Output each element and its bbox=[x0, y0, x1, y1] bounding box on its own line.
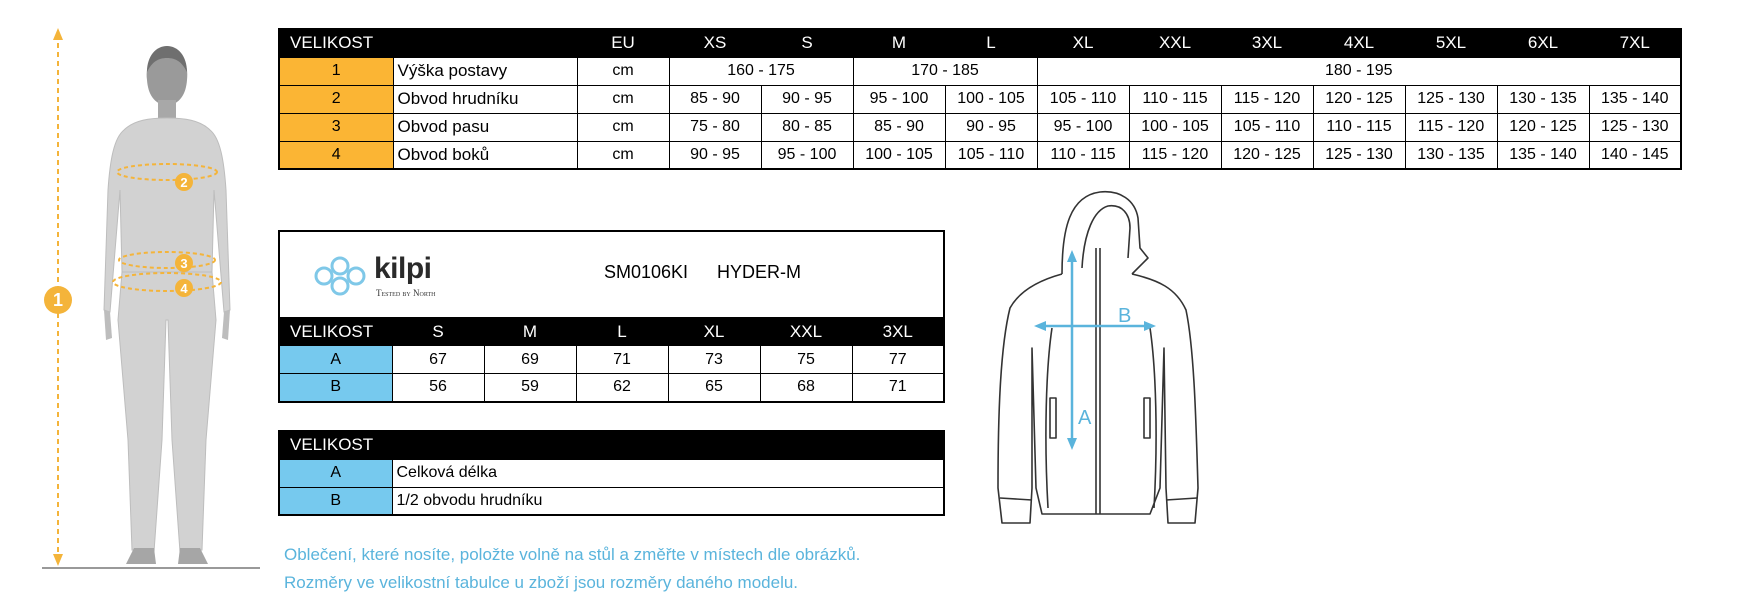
table-cell: 125 - 130 bbox=[1405, 85, 1497, 113]
table-row bbox=[279, 374, 944, 402]
jacket-diagram bbox=[990, 188, 1205, 533]
table-cell: 95 - 100 bbox=[853, 85, 945, 113]
marker-3: 3 bbox=[180, 256, 188, 271]
table-cell: 125 - 130 bbox=[1313, 141, 1405, 169]
header-velikost: VELIKOST bbox=[279, 318, 392, 346]
row-label: Obvod boků bbox=[393, 141, 577, 169]
header-velikost: VELIKOST bbox=[279, 431, 944, 459]
size-table bbox=[278, 28, 1682, 170]
header-m: M bbox=[484, 318, 576, 346]
table-cell: 85 - 90 bbox=[669, 85, 761, 113]
table-cell: 105 - 110 bbox=[945, 141, 1037, 169]
table-cell: 130 - 135 bbox=[1405, 141, 1497, 169]
header-m: M bbox=[853, 29, 945, 57]
table-cell: 130 - 135 bbox=[1497, 85, 1589, 113]
table-cell: 77 bbox=[852, 346, 944, 374]
table-cell: 80 - 85 bbox=[761, 113, 853, 141]
table-cell: 100 - 105 bbox=[1129, 113, 1221, 141]
header-3xl: 3XL bbox=[1221, 29, 1313, 57]
header-4xl: 4XL bbox=[1313, 29, 1405, 57]
kilpi-logo-icon bbox=[310, 254, 370, 298]
table-cell: 120 - 125 bbox=[1313, 85, 1405, 113]
table-row bbox=[279, 346, 944, 374]
table-cell: 110 - 115 bbox=[1129, 85, 1221, 113]
table-row bbox=[279, 141, 1681, 169]
brand-tagline: Tested by North bbox=[376, 288, 436, 298]
row-label: A bbox=[279, 459, 392, 487]
table-cell: 120 - 125 bbox=[1221, 141, 1313, 169]
row-description: Celková délka bbox=[392, 459, 944, 487]
brand-cell bbox=[279, 231, 944, 318]
table-cell: 62 bbox=[576, 374, 668, 402]
table-cell: 100 - 105 bbox=[853, 141, 945, 169]
table-cell: 100 - 105 bbox=[945, 85, 1037, 113]
header-velikost: VELIKOST bbox=[279, 29, 577, 57]
row-label: Obvod hrudníku bbox=[393, 85, 577, 113]
table-cell: 170 - 185 bbox=[853, 57, 1037, 85]
table-cell: 67 bbox=[392, 346, 484, 374]
product-name: HYDER-M bbox=[717, 262, 801, 282]
row-label: A bbox=[279, 346, 392, 374]
note-line-1: Oblečení, které nosíte, položte volně na stůl a změřte v místech dle obrázků. bbox=[284, 545, 861, 564]
header-l: L bbox=[945, 29, 1037, 57]
table-cell: 71 bbox=[576, 346, 668, 374]
table-cell: 105 - 110 bbox=[1221, 113, 1313, 141]
row-unit: cm bbox=[577, 113, 669, 141]
table-cell: 105 - 110 bbox=[1037, 85, 1129, 113]
row-unit: cm bbox=[577, 85, 669, 113]
row-number: 2 bbox=[279, 85, 393, 113]
header-s: S bbox=[761, 29, 853, 57]
header-5xl: 5XL bbox=[1405, 29, 1497, 57]
table-cell: 180 - 195 bbox=[1037, 57, 1681, 85]
table-cell: 115 - 120 bbox=[1405, 113, 1497, 141]
table-cell: 120 - 125 bbox=[1497, 113, 1589, 141]
legend-table-header bbox=[279, 431, 944, 459]
table-cell: 95 - 100 bbox=[761, 141, 853, 169]
row-label: B bbox=[279, 374, 392, 402]
table-cell: 90 - 95 bbox=[945, 113, 1037, 141]
row-label: Výška postavy bbox=[393, 57, 577, 85]
header-6xl: 6XL bbox=[1497, 29, 1589, 57]
brand-row bbox=[279, 231, 944, 318]
marker-2: 2 bbox=[180, 175, 188, 190]
table-row bbox=[279, 113, 1681, 141]
row-unit: cm bbox=[577, 141, 669, 169]
marker-1: 1 bbox=[52, 290, 64, 310]
header-3xl: 3XL bbox=[852, 318, 944, 346]
table-cell: 135 - 140 bbox=[1497, 141, 1589, 169]
header-s: S bbox=[392, 318, 484, 346]
body-figure bbox=[30, 20, 270, 580]
table-cell: 110 - 115 bbox=[1313, 113, 1405, 141]
row-number: 3 bbox=[279, 113, 393, 141]
row-number: 1 bbox=[279, 57, 393, 85]
brand-name: kilpi bbox=[374, 252, 432, 285]
table-cell: 95 - 100 bbox=[1037, 113, 1129, 141]
header-xl: XL bbox=[668, 318, 760, 346]
table-cell: 140 - 145 bbox=[1589, 141, 1681, 169]
row-description: 1/2 obvodu hrudníku bbox=[392, 487, 944, 515]
table-cell: 115 - 120 bbox=[1221, 85, 1313, 113]
table-row bbox=[279, 459, 944, 487]
row-unit: cm bbox=[577, 57, 669, 85]
header-7xl: 7XL bbox=[1589, 29, 1681, 57]
table-cell: 135 - 140 bbox=[1589, 85, 1681, 113]
header-xxl: XXL bbox=[760, 318, 852, 346]
jacket-marker-a: A bbox=[1078, 407, 1092, 429]
row-label: B bbox=[279, 487, 392, 515]
table-cell: 69 bbox=[484, 346, 576, 374]
note-line-2: Rozměry ve velikostní tabulce u zboží jsou rozměry daného modelu. bbox=[284, 573, 799, 592]
jacket-marker-b: B bbox=[1118, 305, 1132, 327]
table-cell: 115 - 120 bbox=[1129, 141, 1221, 169]
table-cell: 75 bbox=[760, 346, 852, 374]
table-cell: 160 - 175 bbox=[669, 57, 853, 85]
table-cell: 125 - 130 bbox=[1589, 113, 1681, 141]
header-xl: XL bbox=[1037, 29, 1129, 57]
table-cell: 56 bbox=[392, 374, 484, 402]
table-row bbox=[279, 85, 1681, 113]
header-xxl: XXL bbox=[1129, 29, 1221, 57]
size-table-header bbox=[279, 29, 1681, 57]
model-table-header bbox=[279, 318, 944, 346]
legend-table bbox=[278, 430, 945, 516]
header-eu: EU bbox=[577, 29, 669, 57]
table-cell: 59 bbox=[484, 374, 576, 402]
table-cell: 68 bbox=[760, 374, 852, 402]
table-cell: 71 bbox=[852, 374, 944, 402]
table-cell: 110 - 115 bbox=[1037, 141, 1129, 169]
table-cell: 73 bbox=[668, 346, 760, 374]
table-cell: 65 bbox=[668, 374, 760, 402]
table-cell: 90 - 95 bbox=[761, 85, 853, 113]
row-label: Obvod pasu bbox=[393, 113, 577, 141]
table-cell: 75 - 80 bbox=[669, 113, 761, 141]
header-l: L bbox=[576, 318, 668, 346]
table-cell: 85 - 90 bbox=[853, 113, 945, 141]
table-row bbox=[279, 57, 1681, 85]
table-cell: 90 - 95 bbox=[669, 141, 761, 169]
header-xs: XS bbox=[669, 29, 761, 57]
table-row bbox=[279, 487, 944, 515]
row-number: 4 bbox=[279, 141, 393, 169]
product-code: SM0106KI bbox=[604, 262, 689, 282]
marker-4: 4 bbox=[180, 281, 188, 296]
model-table bbox=[278, 230, 945, 403]
